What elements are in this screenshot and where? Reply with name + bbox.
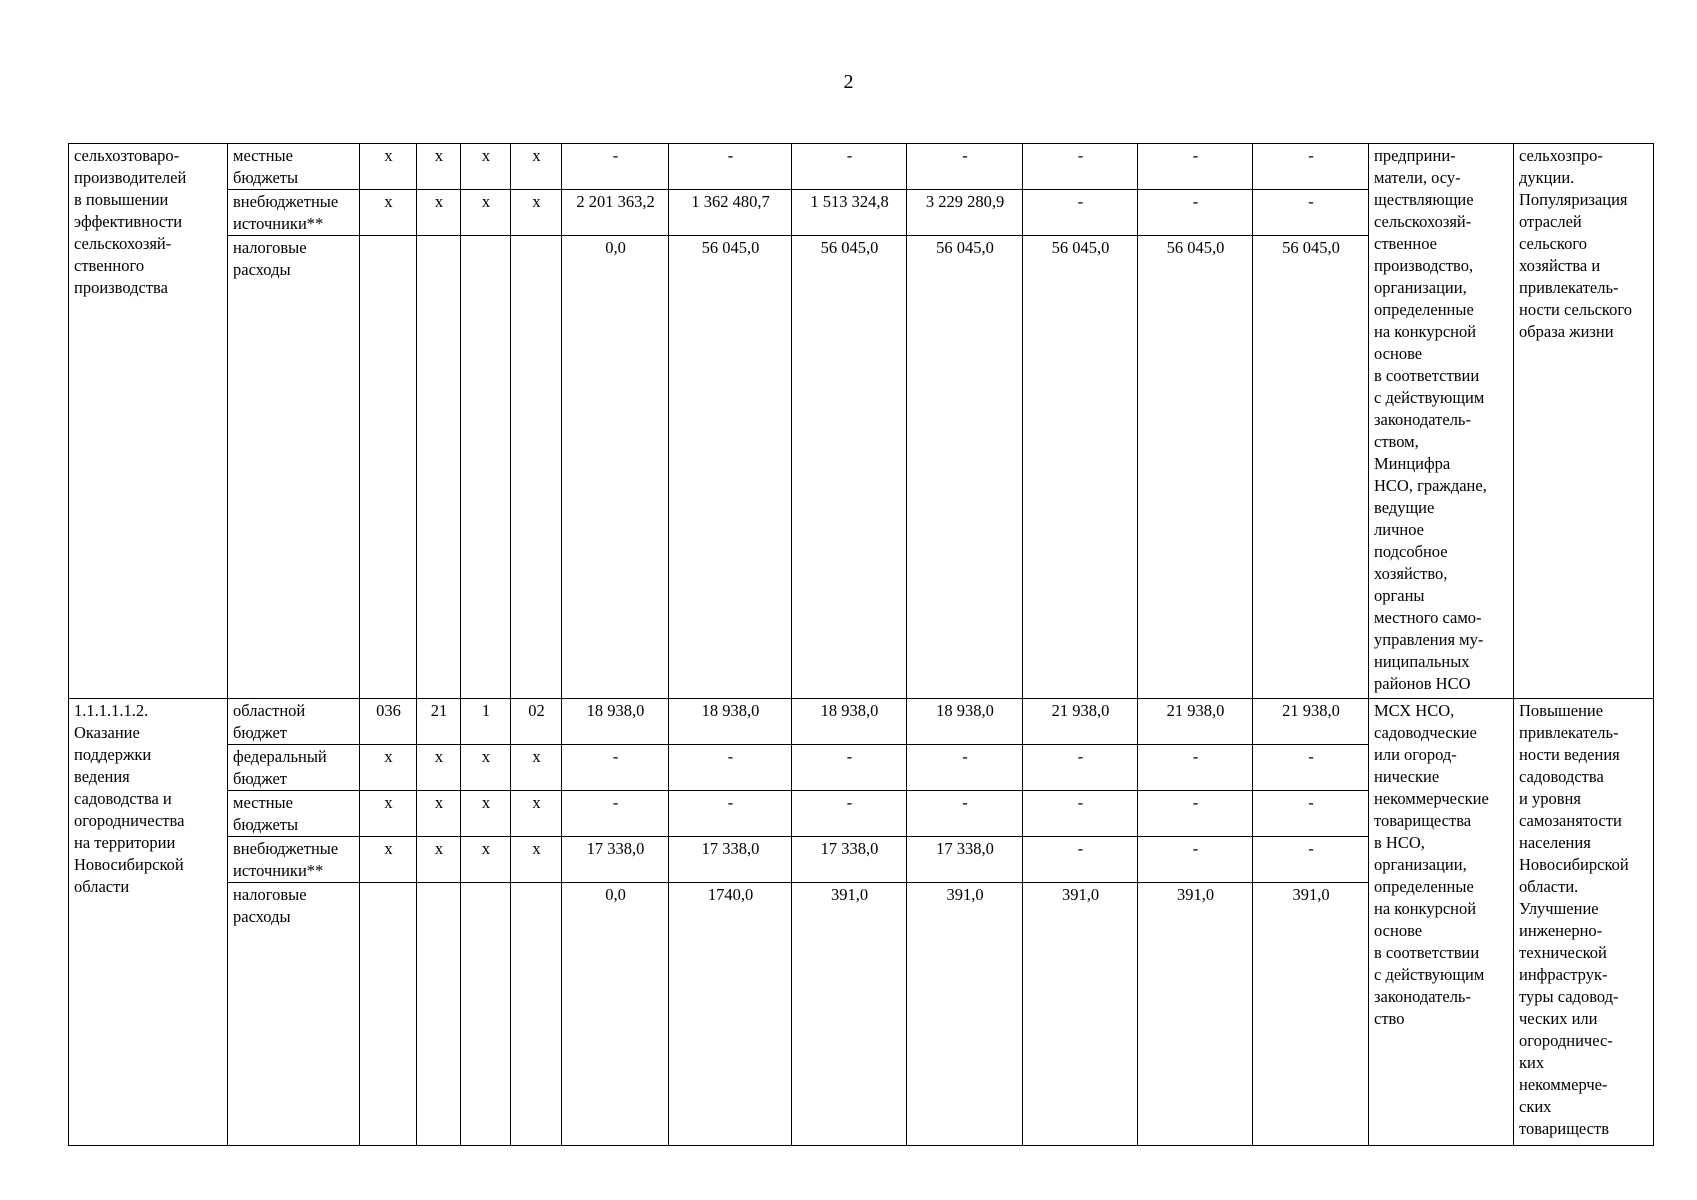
code-cell: х — [360, 745, 417, 791]
value-cell: - — [1138, 144, 1253, 190]
code-cell: х — [461, 837, 511, 883]
funding-source-cell: федеральный бюджет — [228, 745, 360, 791]
value-cell: - — [1023, 190, 1138, 236]
value-cell: - — [1253, 791, 1369, 837]
value-cell: - — [907, 791, 1023, 837]
funding-source-cell: внебюджетные источники** — [228, 190, 360, 236]
code-cell — [511, 883, 562, 1146]
value-cell: 1 362 480,7 — [669, 190, 792, 236]
value-cell: 391,0 — [1023, 883, 1138, 1146]
code-cell: х — [417, 745, 461, 791]
code-cell: х — [511, 144, 562, 190]
value-cell: - — [907, 144, 1023, 190]
value-cell: - — [562, 745, 669, 791]
value-cell: 2 201 363,2 — [562, 190, 669, 236]
code-cell: х — [360, 837, 417, 883]
value-cell: 21 938,0 — [1253, 699, 1369, 745]
code-cell: х — [461, 144, 511, 190]
value-cell: 17 338,0 — [792, 837, 907, 883]
value-cell: 391,0 — [907, 883, 1023, 1146]
code-cell — [360, 883, 417, 1146]
funding-source-cell: налоговые расходы — [228, 883, 360, 1146]
value-cell: - — [1253, 837, 1369, 883]
value-cell: 56 045,0 — [792, 236, 907, 699]
value-cell: 21 938,0 — [1023, 699, 1138, 745]
program-measures-table — [68, 143, 1654, 1146]
value-cell: 56 045,0 — [1253, 236, 1369, 699]
funding-source-cell: областной бюджет — [228, 699, 360, 745]
value-cell: - — [1023, 837, 1138, 883]
value-cell: - — [669, 791, 792, 837]
code-cell: 1 — [461, 699, 511, 745]
value-cell: - — [1138, 791, 1253, 837]
expected-result-cell: Повышение привлекатель- ности ведения садоводства и уровня самозанятости населения Новосибирской области. Улучшение инженерно- технической инфраструк- туры садовод- ческих или огородничес- ких некоммерче- ских товариществ — [1514, 699, 1654, 1146]
value-cell: 391,0 — [792, 883, 907, 1146]
value-cell: 18 938,0 — [669, 699, 792, 745]
value-cell: 3 229 280,9 — [907, 190, 1023, 236]
value-cell: 56 045,0 — [669, 236, 792, 699]
code-cell — [461, 883, 511, 1146]
code-cell: х — [461, 745, 511, 791]
value-cell: - — [1138, 190, 1253, 236]
code-cell: х — [417, 837, 461, 883]
value-cell: - — [562, 791, 669, 837]
code-cell: 036 — [360, 699, 417, 745]
code-cell: х — [511, 745, 562, 791]
value-cell: - — [1023, 144, 1138, 190]
value-cell: 56 045,0 — [907, 236, 1023, 699]
value-cell: 21 938,0 — [1138, 699, 1253, 745]
value-cell: 56 045,0 — [1023, 236, 1138, 699]
code-cell: х — [360, 190, 417, 236]
code-cell: х — [511, 190, 562, 236]
value-cell: - — [1023, 745, 1138, 791]
measure-name-cell: сельхозтоваро- производителей в повышении эффективности сельскохозяй- ственного производства — [69, 144, 228, 699]
funding-source-cell: местные бюджеты — [228, 144, 360, 190]
value-cell: - — [792, 144, 907, 190]
value-cell: - — [1253, 144, 1369, 190]
value-cell: 56 045,0 — [1138, 236, 1253, 699]
funding-source-cell: внебюджетные источники** — [228, 837, 360, 883]
value-cell: - — [1253, 190, 1369, 236]
code-cell — [417, 236, 461, 699]
value-cell: - — [907, 745, 1023, 791]
code-cell: х — [417, 144, 461, 190]
code-cell: 02 — [511, 699, 562, 745]
code-cell: х — [417, 791, 461, 837]
code-cell: х — [511, 837, 562, 883]
executors-cell: МСХ НСО, садоводческие или огород- нические некоммерческие товарищества в НСО, организации, определенные на конкурсной основе в соответствии с действующим законодатель- ство — [1369, 699, 1514, 1146]
value-cell: 1740,0 — [669, 883, 792, 1146]
value-cell: - — [669, 144, 792, 190]
value-cell: 17 338,0 — [669, 837, 792, 883]
code-cell: х — [461, 190, 511, 236]
code-cell: 21 — [417, 699, 461, 745]
value-cell: - — [1023, 791, 1138, 837]
funding-source-cell: налоговые расходы — [228, 236, 360, 699]
value-cell: 0,0 — [562, 236, 669, 699]
expected-result-cell: сельхозпро- дукции. Популяризация отраслей сельского хозяйства и привлекатель- ности сельского образа жизни — [1514, 144, 1654, 699]
code-cell: х — [417, 190, 461, 236]
table-row — [69, 144, 1654, 190]
value-cell: 391,0 — [1138, 883, 1253, 1146]
value-cell: - — [562, 144, 669, 190]
code-cell: х — [511, 791, 562, 837]
code-cell — [360, 236, 417, 699]
value-cell: 17 338,0 — [907, 837, 1023, 883]
page-number: 2 — [843, 71, 854, 93]
value-cell: - — [792, 745, 907, 791]
code-cell — [461, 236, 511, 699]
table-row — [69, 699, 1654, 745]
value-cell: - — [1253, 745, 1369, 791]
code-cell: х — [360, 791, 417, 837]
value-cell: 0,0 — [562, 883, 669, 1146]
measure-name-cell: 1.1.1.1.1.2. Оказание поддержки ведения садоводства и огородничества на территории Новосибирской области — [69, 699, 228, 1146]
value-cell: 18 938,0 — [907, 699, 1023, 745]
value-cell: 18 938,0 — [792, 699, 907, 745]
value-cell: - — [1138, 745, 1253, 791]
value-cell: - — [1138, 837, 1253, 883]
value-cell: 17 338,0 — [562, 837, 669, 883]
code-cell — [511, 236, 562, 699]
funding-source-cell: местные бюджеты — [228, 791, 360, 837]
code-cell: х — [360, 144, 417, 190]
value-cell: 1 513 324,8 — [792, 190, 907, 236]
value-cell: - — [792, 791, 907, 837]
executors-cell: предприни- матели, осу- ществляющие сельскохозяй- ственное производство, организации, определенные на конкурсной основе в соответствии с действующим законодатель- ством, Минцифра НСО, граждане, ведущие личное подсобное хозяйство, органы местного само- управления му- ниципальных районов НСО — [1369, 144, 1514, 699]
code-cell — [417, 883, 461, 1146]
value-cell: 391,0 — [1253, 883, 1369, 1146]
value-cell: - — [669, 745, 792, 791]
value-cell: 18 938,0 — [562, 699, 669, 745]
code-cell: х — [461, 791, 511, 837]
